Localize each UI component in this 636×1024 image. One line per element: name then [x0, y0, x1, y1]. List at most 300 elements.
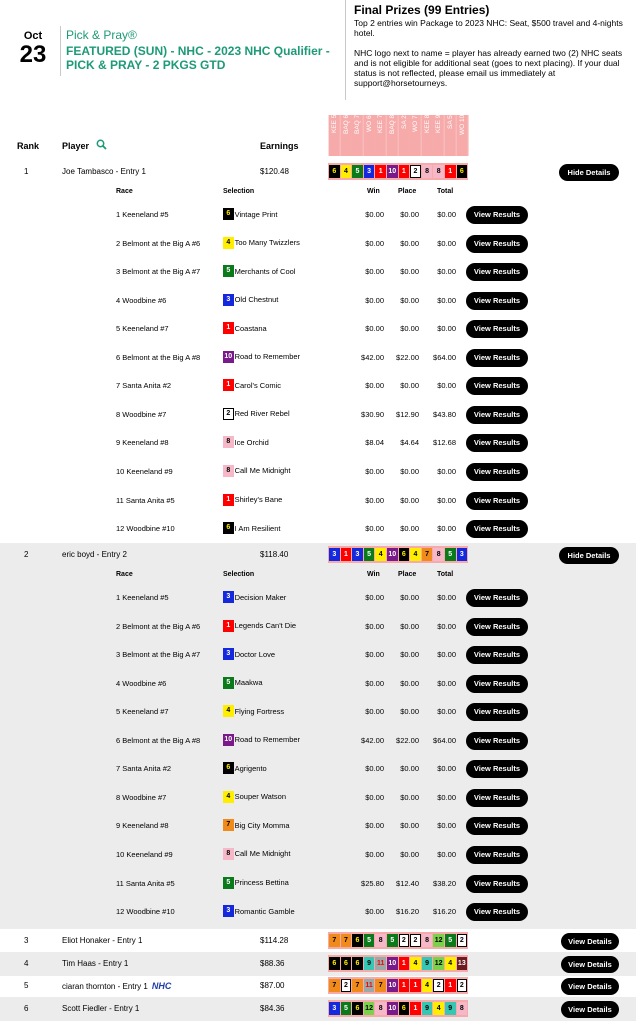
pick-chips	[328, 932, 468, 949]
player-rank: 2	[24, 550, 29, 559]
player-row	[0, 952, 636, 976]
selection	[223, 791, 286, 803]
view-results-button[interactable]: View Results	[466, 463, 528, 481]
race-row	[0, 404, 636, 426]
place-amount: $22.00	[396, 735, 419, 745]
pick-chip: 7	[341, 934, 352, 947]
pick-chip: 13	[457, 957, 468, 970]
place-amount: $0.00	[400, 324, 419, 334]
pick-chip: 2	[410, 934, 421, 947]
player-row	[0, 929, 636, 953]
pick-chip: 9	[422, 1002, 433, 1015]
horse-name: Maakwa	[234, 678, 263, 688]
win-amount: $0.00	[365, 267, 384, 277]
horse-name: Vintage Print	[234, 209, 278, 219]
race-header-label: SA 2	[399, 115, 411, 156]
player-name[interactable]: Tim Haas - Entry 1	[62, 959, 129, 968]
pick-chip: 5	[223, 677, 234, 689]
pick-chip: 6	[352, 957, 363, 970]
player-rank: 1	[24, 167, 29, 176]
selection	[223, 465, 290, 477]
pick-chip: 6	[399, 1002, 410, 1015]
race-name: 2 Belmont at the Big A #6	[116, 238, 201, 248]
race-name: 3 Belmont at the Big A #7	[116, 650, 201, 660]
pick-chip: 6	[399, 548, 410, 561]
view-details-button[interactable]: View Details	[561, 956, 619, 973]
selection	[223, 734, 300, 746]
win-amount: $0.00	[365, 621, 384, 631]
place-amount: $0.00	[400, 821, 419, 831]
pick-chip: 6	[223, 762, 234, 774]
horse-name: Legends Can't Die	[234, 621, 297, 631]
selection	[223, 265, 295, 277]
race-header-label: BAQ 7	[352, 115, 364, 156]
race-name: 10 Keeneland #9	[116, 849, 173, 859]
pick-chip: 6	[223, 522, 234, 534]
player-rank: 6	[24, 1004, 29, 1013]
horse-name: Flying Fortress	[234, 706, 285, 716]
race-row	[0, 261, 636, 283]
horse-name: Big City Momma	[234, 820, 290, 830]
detail-header-selection: Selection	[223, 188, 255, 195]
horse-name: Ice Orchid	[234, 437, 269, 447]
pick-chip: 1	[375, 165, 386, 178]
horse-name: Agrigento	[234, 763, 267, 773]
total-amount: $0.00	[437, 324, 456, 334]
player-name[interactable]: Eliot Honaker - Entry 1	[62, 936, 143, 945]
pick-chip: 9	[422, 957, 433, 970]
pick-chip: 1	[399, 957, 410, 970]
pick-chip: 6	[457, 165, 468, 178]
player-rank: 4	[24, 959, 29, 968]
pick-chip: 1	[399, 165, 410, 178]
race-name: 8 Woodbine #7	[116, 409, 167, 419]
race-header-label: WO 6	[364, 115, 376, 156]
player-earnings: $114.28	[260, 936, 289, 945]
pick-chip: 5	[364, 548, 375, 561]
pick-chip: 12	[364, 1002, 375, 1015]
view-results-button[interactable]: View Results	[466, 760, 528, 778]
pick-chip: 1	[410, 979, 421, 992]
pick-chip: 6	[341, 957, 352, 970]
race-row	[0, 233, 636, 255]
pick-chip: 5	[352, 165, 363, 178]
view-details-button[interactable]: View Details	[561, 978, 619, 995]
hide-details-button[interactable]: Hide Details	[559, 547, 619, 564]
pick-chip: 3	[352, 548, 363, 561]
prizes-panel	[354, 4, 630, 98]
total-amount: $64.00	[433, 735, 456, 745]
race-name: 9 Keeneland #8	[116, 438, 169, 448]
player-name[interactable]: Joe Tambasco - Entry 1	[62, 167, 146, 176]
race-row	[0, 490, 636, 512]
race-row	[0, 815, 636, 837]
pick-chip: 10	[223, 734, 234, 746]
view-results-button[interactable]: View Results	[466, 903, 528, 921]
total-amount: $0.00	[437, 764, 456, 774]
detail-header-total: Total	[437, 188, 454, 195]
pick-chips	[328, 1000, 468, 1017]
total-amount: $0.00	[437, 650, 456, 660]
race-name: 3 Belmont at the Big A #7	[116, 267, 201, 277]
place-amount: $0.00	[400, 593, 419, 602]
race-name: 12 Woodbine #10	[116, 524, 175, 534]
player-earnings: $87.00	[260, 981, 285, 990]
pick-chip: 1	[445, 165, 456, 178]
total-amount: $0.00	[437, 524, 456, 534]
pick-chip: 3	[223, 905, 234, 917]
pick-chip: 5	[387, 934, 398, 947]
view-results-button[interactable]: View Results	[466, 618, 528, 636]
pick-chip: 5	[341, 1002, 352, 1015]
detail-header-race: Race	[116, 188, 133, 195]
horse-name: Call Me Midnight	[234, 466, 291, 476]
horse-name: Princess Bettina	[234, 878, 289, 887]
player-name[interactable]: ciaran thornton - Entry 1 NHC	[62, 981, 172, 991]
place-amount: $16.20	[396, 907, 419, 917]
pick-chip: 5	[445, 934, 456, 947]
date-box	[16, 30, 50, 68]
pick-chip: 1	[399, 979, 410, 992]
race-header-label: WO 10	[457, 115, 469, 156]
race-row	[0, 673, 636, 695]
race-name: 7 Santa Anita #2	[116, 381, 172, 391]
place-amount: $0.00	[400, 849, 419, 859]
place-amount: $0.00	[400, 524, 419, 534]
player-name[interactable]: Scott Fiedler - Entry 1	[62, 1004, 140, 1013]
pick-chip: 4	[223, 705, 234, 717]
player-name[interactable]: eric boyd - Entry 2	[62, 550, 127, 559]
win-amount: $0.00	[365, 764, 384, 774]
pick-chip: 7	[375, 979, 386, 992]
race-name: 4 Woodbine #6	[116, 295, 167, 305]
pick-chip: 10	[387, 957, 398, 970]
pick-chip: 12	[433, 957, 444, 970]
horse-name: Call Me Midnight	[234, 849, 291, 859]
selection	[223, 208, 277, 220]
pick-chip: 5	[364, 934, 375, 947]
pick-chips	[328, 955, 468, 972]
pick-chip: 4	[445, 957, 456, 970]
race-name: 12 Woodbine #10	[116, 907, 175, 917]
total-amount: $0.00	[437, 849, 456, 859]
total-amount: $0.00	[437, 466, 456, 476]
pick-chip: 4	[433, 1002, 444, 1015]
view-results-button[interactable]: View Results	[466, 589, 528, 607]
horse-name: I Am Resilient	[234, 523, 281, 533]
pick-chip: 3	[329, 1002, 340, 1015]
selection	[223, 677, 263, 689]
race-headers	[329, 115, 468, 156]
selection	[223, 648, 275, 660]
pick-chips	[328, 977, 468, 994]
pick-chip: 8	[422, 934, 433, 947]
pick-chip: 7	[329, 934, 340, 947]
place-amount: $12.40	[396, 878, 419, 888]
win-amount: $0.00	[365, 792, 384, 802]
view-results-button[interactable]: View Results	[466, 406, 528, 424]
race-row	[0, 644, 636, 666]
pick-chip: 4	[410, 957, 421, 970]
win-amount: $0.00	[365, 495, 384, 505]
view-results-button[interactable]: View Results	[466, 732, 528, 750]
pick-chip: 1	[223, 322, 234, 334]
race-row	[0, 758, 636, 780]
pick-chip: 3	[223, 648, 234, 660]
race-name: 11 Santa Anita #5	[116, 495, 175, 505]
hide-details-button[interactable]: Hide Details	[559, 164, 619, 181]
selection	[223, 294, 278, 306]
pick-chip: 3	[329, 548, 340, 561]
view-details-button[interactable]: View Details	[561, 933, 619, 950]
race-row	[0, 901, 636, 923]
pick-chip: 6	[329, 957, 340, 970]
detail-header-place: Place	[398, 571, 417, 578]
pick-chip: 3	[457, 548, 468, 561]
race-name: 5 Keeneland #7	[116, 707, 169, 717]
selection	[223, 762, 267, 774]
tournament-name: Pick & Pray®	[66, 28, 137, 42]
pick-chip: 4	[223, 237, 234, 249]
pick-chip: 3	[364, 165, 375, 178]
pick-chip: 6	[329, 165, 340, 178]
race-header-label: BAQ 6	[341, 115, 353, 156]
view-results-button[interactable]: View Results	[466, 846, 528, 864]
view-results-button[interactable]: View Results	[466, 320, 528, 338]
details-panel	[0, 565, 636, 929]
place-amount: $0.00	[400, 621, 419, 631]
header-divider	[60, 26, 61, 76]
race-row	[0, 616, 636, 638]
player-earnings: $120.48	[260, 167, 289, 176]
win-amount: $42.00	[361, 735, 384, 745]
pick-chip: 10	[387, 165, 398, 178]
total-amount: $16.20	[433, 907, 456, 917]
place-amount: $0.00	[400, 381, 419, 391]
race-name: 2 Belmont at the Big A #6	[116, 621, 201, 631]
pick-chip: 10	[387, 548, 398, 561]
pick-chip: 10	[387, 979, 398, 992]
detail-header-total: Total	[437, 571, 454, 578]
win-amount: $0.00	[365, 238, 384, 248]
view-results-button[interactable]: View Results	[466, 492, 528, 510]
date-day: 23	[19, 41, 47, 68]
win-amount: $30.90	[361, 409, 384, 419]
pick-chip: 8	[375, 934, 386, 947]
win-amount: $0.00	[365, 707, 384, 717]
pick-chip: 8	[457, 1002, 468, 1015]
selection	[223, 494, 282, 506]
race-row	[0, 844, 636, 866]
place-amount: $0.00	[400, 238, 419, 248]
pick-chips	[328, 546, 468, 563]
detail-header-race: Race	[116, 571, 133, 578]
race-header-label: KEE 7	[375, 115, 387, 156]
pick-chip: 8	[422, 165, 433, 178]
detail-header-place: Place	[398, 188, 417, 195]
pick-chip: 10	[387, 1002, 398, 1015]
view-results-button[interactable]: View Results	[466, 703, 528, 721]
pick-chip: 9	[445, 1002, 456, 1015]
player-row	[0, 974, 636, 998]
pick-chip: 12	[433, 934, 444, 947]
horse-name: Old Chestnut	[234, 295, 279, 305]
prizes-line: Top 2 entries win Package to 2023 NHC: Seat, $500 travel and 4-nights hotel.	[354, 18, 623, 38]
pick-chips	[328, 163, 468, 180]
selection	[223, 705, 284, 717]
pick-chip: 8	[433, 165, 444, 178]
win-amount: $0.00	[365, 849, 384, 859]
horse-name: Decision Maker	[234, 592, 287, 602]
selection	[223, 905, 295, 917]
view-results-button[interactable]: View Results	[466, 675, 528, 693]
pick-chip: 3	[223, 294, 234, 306]
view-results-button[interactable]: View Results	[466, 292, 528, 310]
pick-chip: 7	[329, 979, 340, 992]
pick-chip: 4	[341, 165, 352, 178]
race-name: 8 Woodbine #7	[116, 792, 167, 802]
total-amount: $0.00	[437, 792, 456, 802]
pick-chip: 1	[223, 379, 234, 391]
place-amount: $0.00	[400, 707, 419, 717]
win-amount: $42.00	[361, 352, 384, 362]
view-results-button[interactable]: View Results	[466, 235, 528, 253]
place-amount: $0.00	[400, 650, 419, 660]
view-details-button[interactable]: View Details	[561, 1001, 619, 1018]
pick-chip: 1	[223, 620, 234, 632]
selection	[223, 237, 300, 249]
win-amount: $0.00	[365, 324, 384, 334]
horse-name: Road to Remember	[234, 735, 301, 745]
view-results-button[interactable]: View Results	[466, 206, 528, 224]
total-amount: $0.00	[437, 495, 456, 505]
total-amount: $0.00	[437, 238, 456, 248]
view-results-button[interactable]: View Results	[466, 875, 528, 893]
horse-name: Red River Rebel	[234, 409, 290, 419]
pick-chip: 6	[352, 1002, 363, 1015]
pick-chip: 1	[445, 979, 456, 992]
pick-chip: 6	[352, 934, 363, 947]
player-row	[0, 997, 636, 1021]
pick-chip: 11	[375, 957, 386, 970]
pick-chip: 9	[364, 957, 375, 970]
player-rank: 3	[24, 936, 29, 945]
rank-header: Rank	[17, 141, 40, 151]
race-row	[0, 701, 636, 723]
player-row	[0, 543, 636, 567]
total-amount: $38.20	[433, 878, 456, 888]
race-row	[0, 318, 636, 340]
selection	[223, 620, 296, 632]
race-row	[0, 347, 636, 369]
horse-name: Merchants of Cool	[234, 266, 296, 276]
total-amount: $0.00	[437, 707, 456, 717]
horse-name: Carol's Comic	[234, 380, 282, 390]
pick-chip: 4	[410, 548, 421, 561]
player-earnings: $88.36	[260, 959, 285, 968]
view-results-button[interactable]: View Results	[466, 789, 528, 807]
total-amount: $0.00	[437, 593, 456, 602]
view-results-button[interactable]: View Results	[466, 520, 528, 538]
pick-chip: 8	[375, 1002, 386, 1015]
selection	[223, 591, 286, 603]
search-icon[interactable]	[96, 139, 107, 153]
race-name: 1 Keeneland #5	[116, 210, 169, 219]
race-header-label: SA 5	[445, 115, 457, 156]
race-header-label: KEE 5	[329, 115, 341, 156]
total-amount: $0.00	[437, 381, 456, 391]
place-amount: $4.64	[400, 438, 419, 448]
total-amount: $0.00	[437, 210, 456, 219]
place-amount: $22.00	[396, 352, 419, 362]
pick-chip: 2	[433, 979, 444, 992]
pick-chip: 4	[422, 979, 433, 992]
place-amount: $12.90	[396, 409, 419, 419]
view-results-button[interactable]: View Results	[466, 349, 528, 367]
win-amount: $0.00	[365, 524, 384, 534]
place-amount: $0.00	[400, 466, 419, 476]
place-amount: $0.00	[400, 295, 419, 305]
place-amount: $0.00	[400, 678, 419, 688]
pick-chip: 4	[375, 548, 386, 561]
pick-chip: 2	[410, 165, 421, 178]
view-results-button[interactable]: View Results	[466, 817, 528, 835]
total-amount: $0.00	[437, 678, 456, 688]
detail-header-win: Win	[367, 188, 380, 195]
race-name: 10 Keeneland #9	[116, 466, 173, 476]
prizes-title: Final Prizes (99 Entries)	[354, 3, 490, 17]
horse-name: Too Many Twizzlers	[234, 238, 300, 248]
tournament-title: FEATURED (SUN) - NHC - 2023 NHC Qualifier - PICK & PRAY - 2 PKGS GTD	[66, 44, 330, 72]
total-amount: $0.00	[437, 821, 456, 831]
pick-chip: 8	[433, 548, 444, 561]
selection	[223, 322, 267, 334]
win-amount: $0.00	[365, 593, 384, 602]
pick-chip: 6	[223, 208, 234, 220]
pick-chip: 7	[422, 548, 433, 561]
pick-chip: 5	[223, 877, 234, 889]
view-results-button[interactable]: View Results	[466, 263, 528, 281]
view-results-button[interactable]: View Results	[466, 377, 528, 395]
race-name: 7 Santa Anita #2	[116, 764, 172, 774]
race-name: 6 Belmont at the Big A #8	[116, 352, 201, 362]
horse-name: Romantic Gamble	[234, 906, 295, 916]
pick-chip: 8	[223, 465, 234, 477]
race-name: 5 Keeneland #7	[116, 324, 169, 334]
race-row	[0, 730, 636, 752]
horse-name: Road to Remember	[234, 352, 301, 362]
race-row	[0, 290, 636, 312]
player-earnings: $118.40	[260, 550, 289, 559]
race-row	[0, 518, 636, 540]
pick-chip: 3	[223, 591, 234, 603]
detail-header-win: Win	[367, 571, 380, 578]
race-row	[0, 873, 636, 895]
selection	[223, 877, 289, 889]
pick-chip: 2	[341, 979, 352, 992]
win-amount: $0.00	[365, 678, 384, 688]
view-results-button[interactable]: View Results	[466, 646, 528, 664]
place-amount: $0.00	[400, 792, 419, 802]
win-amount: $8.04	[365, 438, 384, 448]
race-header-label: BAQ 8	[387, 115, 399, 156]
win-amount: $0.00	[365, 210, 384, 219]
view-results-button[interactable]: View Results	[466, 434, 528, 452]
total-amount: $12.68	[433, 438, 456, 448]
date-month: Oct	[23, 30, 43, 42]
race-row	[0, 432, 636, 454]
horse-name: Souper Watson	[234, 792, 287, 802]
